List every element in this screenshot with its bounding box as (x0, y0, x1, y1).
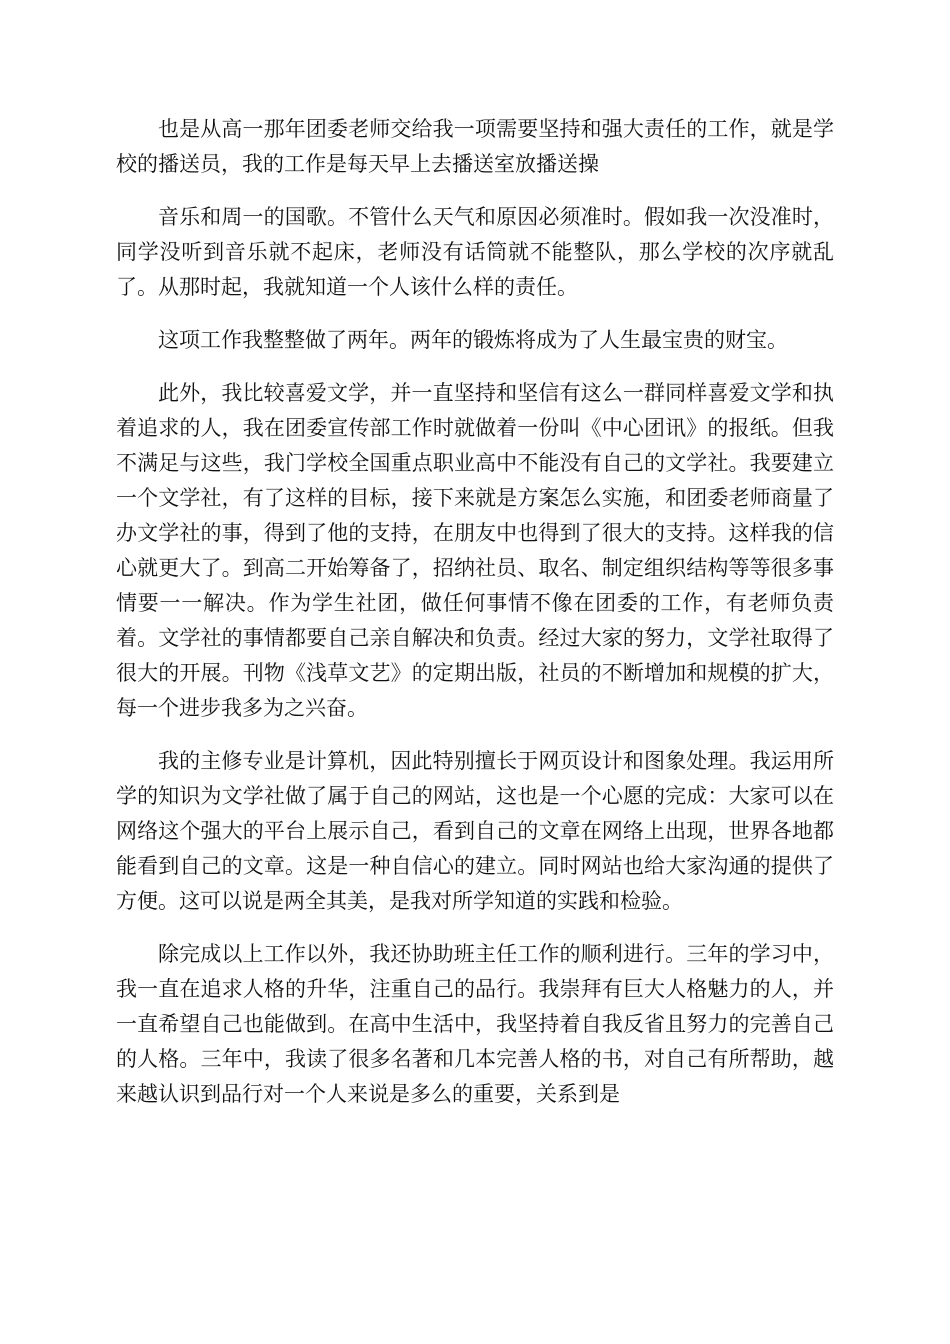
paragraph-literature-club: 此外，我比较喜爱文学，并一直坚持和坚信有这么一群同样喜爱文学和执着追求的人，我在团委宣传部工作时就做着一份叫《中心团讯》的报纸。但我不满足与这些，我门学校全国重点职业高中不能没有自己的文学社。我要建立一个文学社，有了这样的目标，接下来就是方案怎么实施，和团委老师商量了办文学社的事，得到了他的支持，在朋友中也得到了很大的支持。这样我的信心就更大了。到高二开始筹备了，招纳社员、取名、制定组织结构等等很多事情要一一解决。作为学生社团，做任何事情不像在团委的工作，有老师负责着。文学社的事情都要自己亲自解决和负责。经过大家的努力，文学社取得了很大的开展。刊物《浅草文艺》的定期出版，社员的不断增加和规模的扩大，每一个进步我多为之兴奋。 (116, 381, 834, 720)
paragraph-broadcaster: 也是从高一那年团委老师交给我一项需要坚持和强大责任的工作，就是学校的播送员，我的工作是每天早上去播送室放播送操 (116, 117, 834, 176)
paragraph-computer-major: 我的主修专业是计算机，因此特别擅长于网页设计和图象处理。我运用所学的知识为文学社做了属于自己的网站，这也是一个心愿的完成：大家可以在网络这个强大的平台上展示自己，看到自己的文章在网络上出现，世界各地都能看到自己的文章。这是一种自信心的建立。同时网站也给大家沟通的提供了方便。这可以说是两全其美，是我对所学知道的实践和检验。 (116, 749, 834, 913)
paragraph-character: 除完成以上工作以外，我还协助班主任工作的顺利进行。三年的学习中，我一直在追求人格的升华，注重自己的品行。我崇拜有巨大人格魅力的人，并一直希望自己也能做到。在高中生活中，我坚持着自我反省且努力的完善自己的人格。三年中，我读了很多名著和几本完善人格的书，对自己有所帮助，越来越认识到品行对一个人来说是多么的重要，关系到是 (116, 942, 834, 1106)
paragraph-two-years: 这项工作我整整做了两年。两年的锻炼将成为了人生最宝贵的财宝。 (158, 328, 788, 352)
document-body (116, 112, 834, 1130)
paragraph-anthem-responsibility: 音乐和周一的国歌。不管什么天气和原因必须准时。假如我一次没准时，同学没听到音乐就不起床，老师没有话筒就不能整队，那么学校的次序就乱了。从那时起，我就知道一个人该什么样的责任。 (116, 205, 834, 299)
